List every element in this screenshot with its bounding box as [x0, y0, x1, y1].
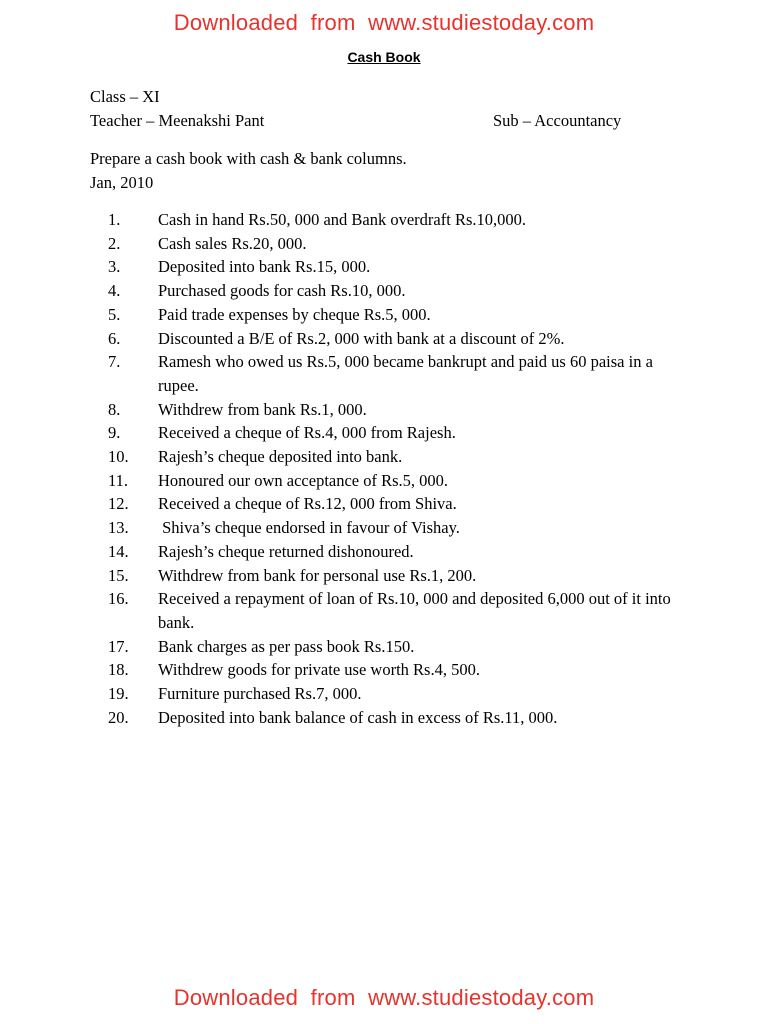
item-number: 11. [108, 470, 129, 490]
subject-line: Sub – Accountancy [493, 111, 622, 130]
item-text: Shiva’s cheque endorsed in favour of Vishay. [158, 518, 460, 538]
item-number: 16. [108, 589, 129, 609]
item-text: Withdrew from bank for personal use Rs.1, 200. [158, 565, 477, 585]
item-text: Bank charges as per pass book Rs.150. [158, 636, 415, 656]
list-item [108, 421, 688, 445]
item-text: Honoured our own acceptance of Rs.5, 000. [158, 470, 449, 490]
list-item [108, 492, 688, 516]
item-number: 7. [108, 352, 121, 372]
item-number: 2. [108, 233, 121, 253]
item-number: 15. [108, 565, 129, 585]
item-number: 14. [108, 541, 129, 561]
item-text: Received a repayment of loan of Rs.10, 000 and deposited 6,000 out of it into bank. [158, 589, 675, 632]
date-line: Jan, 2010 [90, 173, 154, 192]
item-text: Withdrew goods for private use worth Rs.4, 500. [158, 660, 480, 680]
list-item [108, 682, 688, 706]
list-item [108, 208, 688, 232]
item-number: 13. [108, 518, 129, 538]
list-item [108, 232, 688, 256]
item-text: Rajesh’s cheque deposited into bank. [158, 447, 403, 467]
item-number: 6. [108, 328, 121, 348]
item-number: 9. [108, 423, 121, 443]
item-number: 4. [108, 281, 121, 301]
item-text: Received a cheque of Rs.4, 000 from Rajesh. [158, 423, 456, 443]
item-text: Paid trade expenses by cheque Rs.5, 000. [158, 304, 431, 324]
item-text: Deposited into bank Rs.15, 000. [158, 257, 371, 277]
item-text: Furniture purchased Rs.7, 000. [158, 684, 362, 704]
list-item [108, 469, 688, 493]
list-item [108, 635, 688, 659]
list-item [108, 564, 688, 588]
class-line: Class – XI [90, 87, 160, 106]
item-text: Discounted a B/E of Rs.2, 000 with bank at a discount of 2%. [158, 328, 565, 348]
item-text: Cash in hand Rs.50, 000 and Bank overdraft Rs.10,000. [158, 210, 527, 229]
list-item [108, 658, 688, 682]
document-title: Cash Book [347, 49, 421, 65]
instruction-line: Prepare a cash book with cash & bank columns. [90, 149, 407, 168]
item-number: 1. [108, 210, 121, 229]
list-item [108, 255, 688, 279]
item-text: Deposited into bank balance of cash in excess of Rs.11, 000. [158, 707, 558, 727]
list-item [108, 398, 688, 422]
item-text: Rajesh’s cheque returned dishonoured. [158, 541, 414, 561]
item-number: 18. [108, 660, 129, 680]
list-item [108, 279, 688, 303]
item-number: 17. [108, 636, 129, 656]
list-item [108, 587, 688, 634]
item-text: Purchased goods for cash Rs.10, 000. [158, 281, 406, 301]
download-watermark-top: Downloaded from www.studiestoday.com [173, 10, 595, 35]
list-item [108, 516, 688, 540]
item-number: 10. [108, 447, 129, 467]
transaction-list [108, 208, 688, 729]
list-item [108, 445, 688, 469]
item-text: Ramesh who owed us Rs.5, 000 became bankrupt and paid us 60 paisa in a rupee. [158, 352, 658, 395]
item-number: 8. [108, 399, 121, 419]
item-number: 5. [108, 304, 121, 324]
item-text: Withdrew from bank Rs.1, 000. [158, 399, 367, 419]
list-item [108, 540, 688, 564]
item-text: Cash sales Rs.20, 000. [158, 233, 307, 253]
item-number: 20. [108, 707, 129, 727]
list-item [108, 303, 688, 327]
item-number: 3. [108, 257, 121, 277]
teacher-line: Teacher – Meenakshi Pant [90, 111, 265, 130]
list-item [108, 350, 688, 397]
item-number: 19. [108, 684, 129, 704]
list-item [108, 706, 688, 730]
download-watermark-bottom: Downloaded from www.studiestoday.com [173, 985, 595, 1010]
item-number: 12. [108, 494, 129, 514]
list-item [108, 327, 688, 351]
item-text: Received a cheque of Rs.12, 000 from Shiva. [158, 494, 457, 514]
